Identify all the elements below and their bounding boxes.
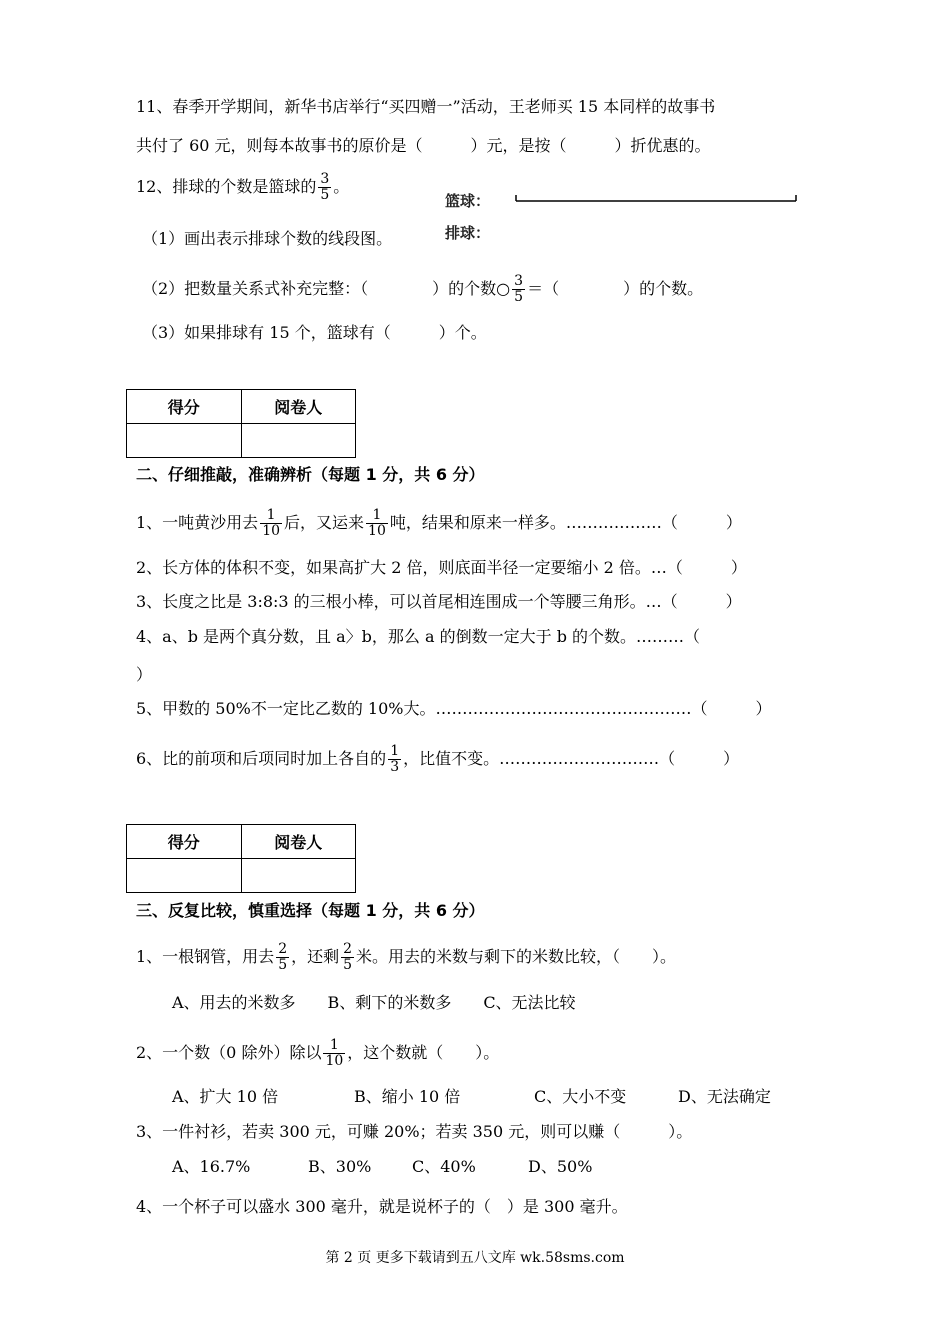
s3-q1-b: ，还剩	[291, 947, 340, 966]
s2-q1	[136, 508, 742, 539]
s3-q3: 3、一件衬衫，若卖 300 元，可赚 20%；若卖 350 元，则可以赚（ ）。	[136, 1122, 693, 1141]
fraction: $\frac{3}{5}$	[320, 171, 330, 203]
segment-label-basketball: 篮球：	[445, 192, 491, 210]
s3-q3-option-d: D、50%	[528, 1157, 593, 1176]
s3-q2-b: ，这个数就（ ）。	[347, 1043, 500, 1062]
score-cell[interactable]	[127, 859, 242, 893]
q12-stem	[136, 172, 349, 203]
score-header: 得分	[127, 825, 242, 859]
fraction: $\frac{3}{5}$	[514, 273, 524, 305]
s2-q5: 5、甲数的 50%不一定比乙数的 10%大。…………………………………………（ ）	[136, 699, 772, 718]
q11-line2: 共付了 60 元，则每本故事书的原价是（ ）元，是按（ ）折优惠的。	[136, 136, 711, 155]
s3-q1-options: A、用去的米数多 B、剩下的米数多 C、无法比较	[172, 993, 576, 1012]
fraction: $\frac{1}{10}$	[325, 1037, 344, 1069]
score-header: 得分	[127, 390, 242, 424]
s3-q4: 4、一个杯子可以盛水 300 毫升，就是说杯子的（ ）是 300 毫升。	[136, 1197, 628, 1216]
fraction: $\frac{1}{3}$	[390, 743, 400, 775]
s2-q1-b: 后，又运来	[284, 513, 365, 532]
score-table	[126, 824, 356, 893]
s2-q1-c: 吨，结果和原来一样多。………………（ ）	[389, 513, 742, 532]
q12-prefix: 12、排球的个数是篮球的	[136, 177, 317, 196]
section3-title: 三、反复比较，慎重选择（每题 1 分，共 6 分）	[136, 901, 485, 920]
s2-q3: 3、长度之比是 3:8:3 的三根小棒，可以首尾相连围成一个等腰三角形。…（ ）	[136, 592, 742, 611]
score-cell[interactable]	[127, 424, 242, 458]
q12-sub3: （3）如果排球有 15 个，篮球有（ ）个。	[142, 323, 487, 342]
s2-q6	[136, 744, 739, 775]
s2-q1-a: 1、一吨黄沙用去	[136, 513, 259, 532]
s2-q4-close: ）	[136, 665, 153, 684]
s3-q3-option-c: C、40%	[412, 1157, 476, 1176]
s3-q2-option-c: C、大小不变	[534, 1087, 627, 1106]
grader-cell[interactable]	[241, 424, 356, 458]
page-footer: 第 2 页 更多下载请到五八文库 wk.58sms.com	[325, 1250, 625, 1266]
s2-q2: 2、长方体的体积不变，如果高扩大 2 倍，则底面半径一定要缩小 2 倍。…（ ）	[136, 558, 747, 577]
s3-q2-a: 2、一个数（0 除外）除以	[136, 1043, 322, 1062]
segment-label-volleyball: 排球：	[445, 224, 491, 242]
s3-q2	[136, 1038, 499, 1069]
q12-sub2-a: （2）把数量关系式补充完整：（ ）的个数○	[142, 279, 511, 298]
basketball-segment-line	[512, 190, 802, 206]
s2-q6-b: ，比值不变。…………………………（ ）	[403, 749, 740, 768]
s3-q1-a: 1、一根钢管，用去	[136, 947, 275, 966]
q12-sub2-b: ＝（ ）的个数。	[527, 279, 704, 298]
q11-line1: 11、春季开学期间，新华书店举行“买四赠一”活动，王老师买 15 本同样的故事书	[136, 97, 716, 116]
q12-sub2	[142, 274, 703, 305]
s3-q1-c: 米。用去的米数与剩下的米数比较，（ ）。	[356, 947, 677, 966]
s3-q2-option-a: A、扩大 10 倍	[172, 1087, 279, 1106]
q12-suffix: 。	[333, 177, 350, 196]
grader-header: 阅卷人	[241, 390, 356, 424]
section2-title: 二、仔细推敲，准确辨析（每题 1 分，共 6 分）	[136, 465, 485, 484]
grader-cell[interactable]	[241, 859, 356, 893]
fraction: $\frac{1}{10}$	[262, 507, 281, 539]
q12-sub1: （1）画出表示排球个数的线段图。	[142, 229, 393, 248]
fraction: $\frac{2}{5}$	[343, 941, 353, 973]
s3-q2-option-d: D、无法确定	[678, 1087, 771, 1106]
s3-q3-option-a: A、16.7%	[172, 1157, 251, 1176]
s2-q4: 4、a、b 是两个真分数，且 a〉b，那么 a 的倒数一定大于 b 的个数。………（	[136, 627, 701, 646]
score-table	[126, 389, 356, 458]
fraction: $\frac{1}{10}$	[368, 507, 386, 539]
fraction: $\frac{2}{5}$	[278, 941, 288, 973]
s3-q1	[136, 942, 676, 973]
grader-header: 阅卷人	[241, 825, 356, 859]
s3-q3-option-b: B、30%	[308, 1157, 372, 1176]
s3-q2-option-b: B、缩小 10 倍	[354, 1087, 461, 1106]
s2-q6-a: 6、比的前项和后项同时加上各自的	[136, 749, 387, 768]
